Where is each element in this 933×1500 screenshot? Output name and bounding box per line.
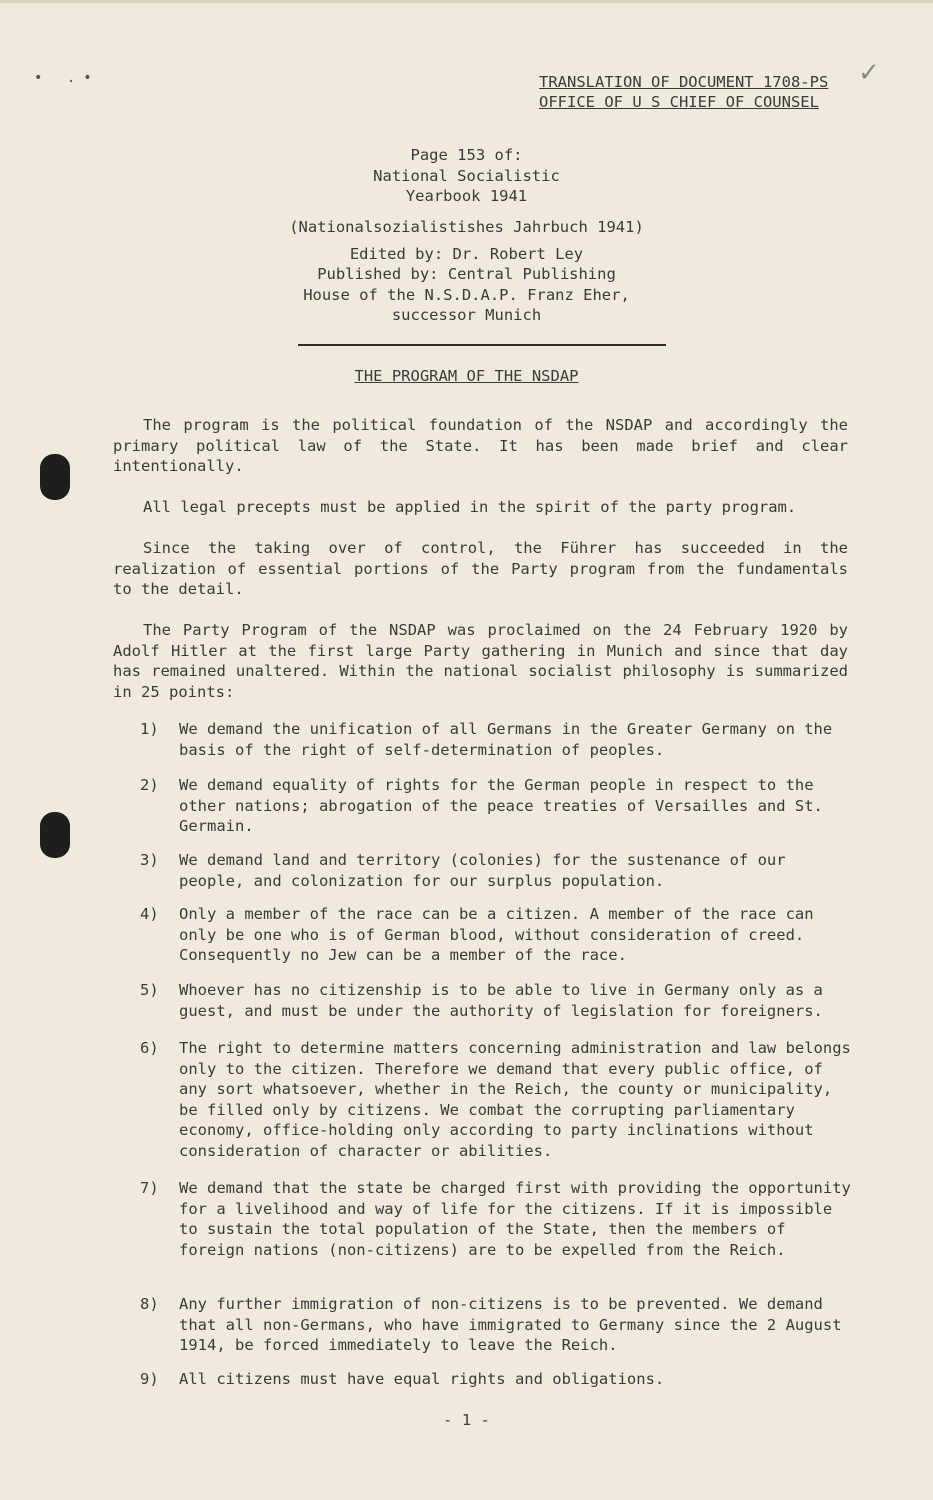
point-number: 9) [140,1370,159,1388]
document-header [539,72,828,112]
point-text: The right to determine matters concerning administration and law belongs only to the citizen. Therefore we demand that every public office, of any sort whatsoever, whether in the Reich, the county or municipality, be filled only by citizens. We combat the corrupting parliamentary economy, office-holding only according to party inclinations without consideration of character or abilities. [179,1039,851,1160]
program-point [140,1369,860,1390]
document-title-text: THE PROGRAM OF THE NSDAP [354,367,579,385]
source-publication-1: National Socialistic [373,166,560,185]
checkmark-icon: ✓ [858,58,880,88]
source-publisher-3: successor Munich [391,306,542,324]
program-point [140,1294,860,1356]
punch-hole-bottom [40,812,70,858]
program-point [140,904,860,966]
stray-marks: • .• [34,70,100,86]
program-point [140,775,860,837]
source-details [0,217,933,326]
point-number: 4) [140,905,159,923]
program-point [140,980,860,1021]
point-text: We demand that the state be charged first with providing the opportunity for a livelihood and way of life for the citizens. If it is impossible to sustain the total population of the State, then the members of foreign nations (non-citizens) are to be expelled from the Reich. [179,1179,851,1259]
paragraph: All legal precepts must be applied in the spirit of the party program. [143,498,797,516]
point-number: 5) [140,981,159,999]
source-block [0,145,933,207]
point-text: We demand equality of rights for the German people in respect to the other nations; abrogation of the peace treaties of Versailles and St. Germain. [179,776,823,835]
program-point [140,1178,860,1260]
program-point [140,1038,860,1161]
point-number: 7) [140,1179,159,1197]
source-editor: Edited by: Dr. Robert Ley [349,244,584,263]
point-text: We demand land and territory (colonies) for the sustenance of our people, and colonization for our surplus population. [179,851,786,890]
point-text: We demand the unification of all Germans in the Greater Germany on the basis of the right of self-determination of peoples. [179,720,833,759]
divider-rule [298,344,666,346]
document-title [0,367,933,385]
page-edge [0,0,933,3]
program-point [140,850,860,891]
point-number: 3) [140,851,159,869]
source-publication-2: Yearbook 1941 [405,187,528,205]
point-number: 6) [140,1039,159,1057]
point-text: Only a member of the race can be a citizen. A member of the race can only be one who is of German blood, without consideration of creed. Consequently no Jew can be a member of the race. [179,905,814,964]
point-text: Whoever has no citizenship is to be able to live in Germany only as a guest, and must be under the authority of legislation for foreigners. [179,981,823,1020]
punch-hole-top [40,454,70,500]
paragraph: Since the taking over of control, the Führer has succeeded in the realization of essential portions of the Party program from the fundamentals to the detail. [113,539,848,598]
point-number: 8) [140,1295,159,1313]
source-publisher-1: Published by: Central Publishing [317,265,616,283]
source-page: Page 153 of: [410,146,523,164]
paragraph: The Party Program of the NSDAP was proclaimed on the 24 February 1920 by Adolf Hitler at the first large Party gathering in Munich and since that day has remained unaltered. Within the national socialist philosophy is summarized in 25 points: [113,621,848,701]
source-german-title: (Nationalsozialistishes Jahrbuch 1941) [289,218,644,236]
program-point [140,719,860,760]
point-number: 1) [140,720,159,738]
point-number: 2) [140,776,159,794]
header-translation-line: TRANSLATION OF DOCUMENT 1708-PS [539,73,829,91]
point-text: All citizens must have equal rights and obligations. [179,1370,665,1388]
point-text: Any further immigration of non-citizens is to be prevented. We demand that all non-Germans, who have immigrated to Germany since the 2 August 1914, be forced immediately to leave the Reich. [179,1295,842,1354]
paragraph: The program is the political foundation of the NSDAP and accordingly the primary political law of the State. It has been made brief and clear intentionally. [113,416,848,475]
header-office-line: OFFICE OF U S CHIEF OF COUNSEL [539,93,819,111]
page-number: - 1 - [443,1411,490,1429]
source-publisher-2: House of the N.S.D.A.P. Franz Eher, [303,285,630,304]
